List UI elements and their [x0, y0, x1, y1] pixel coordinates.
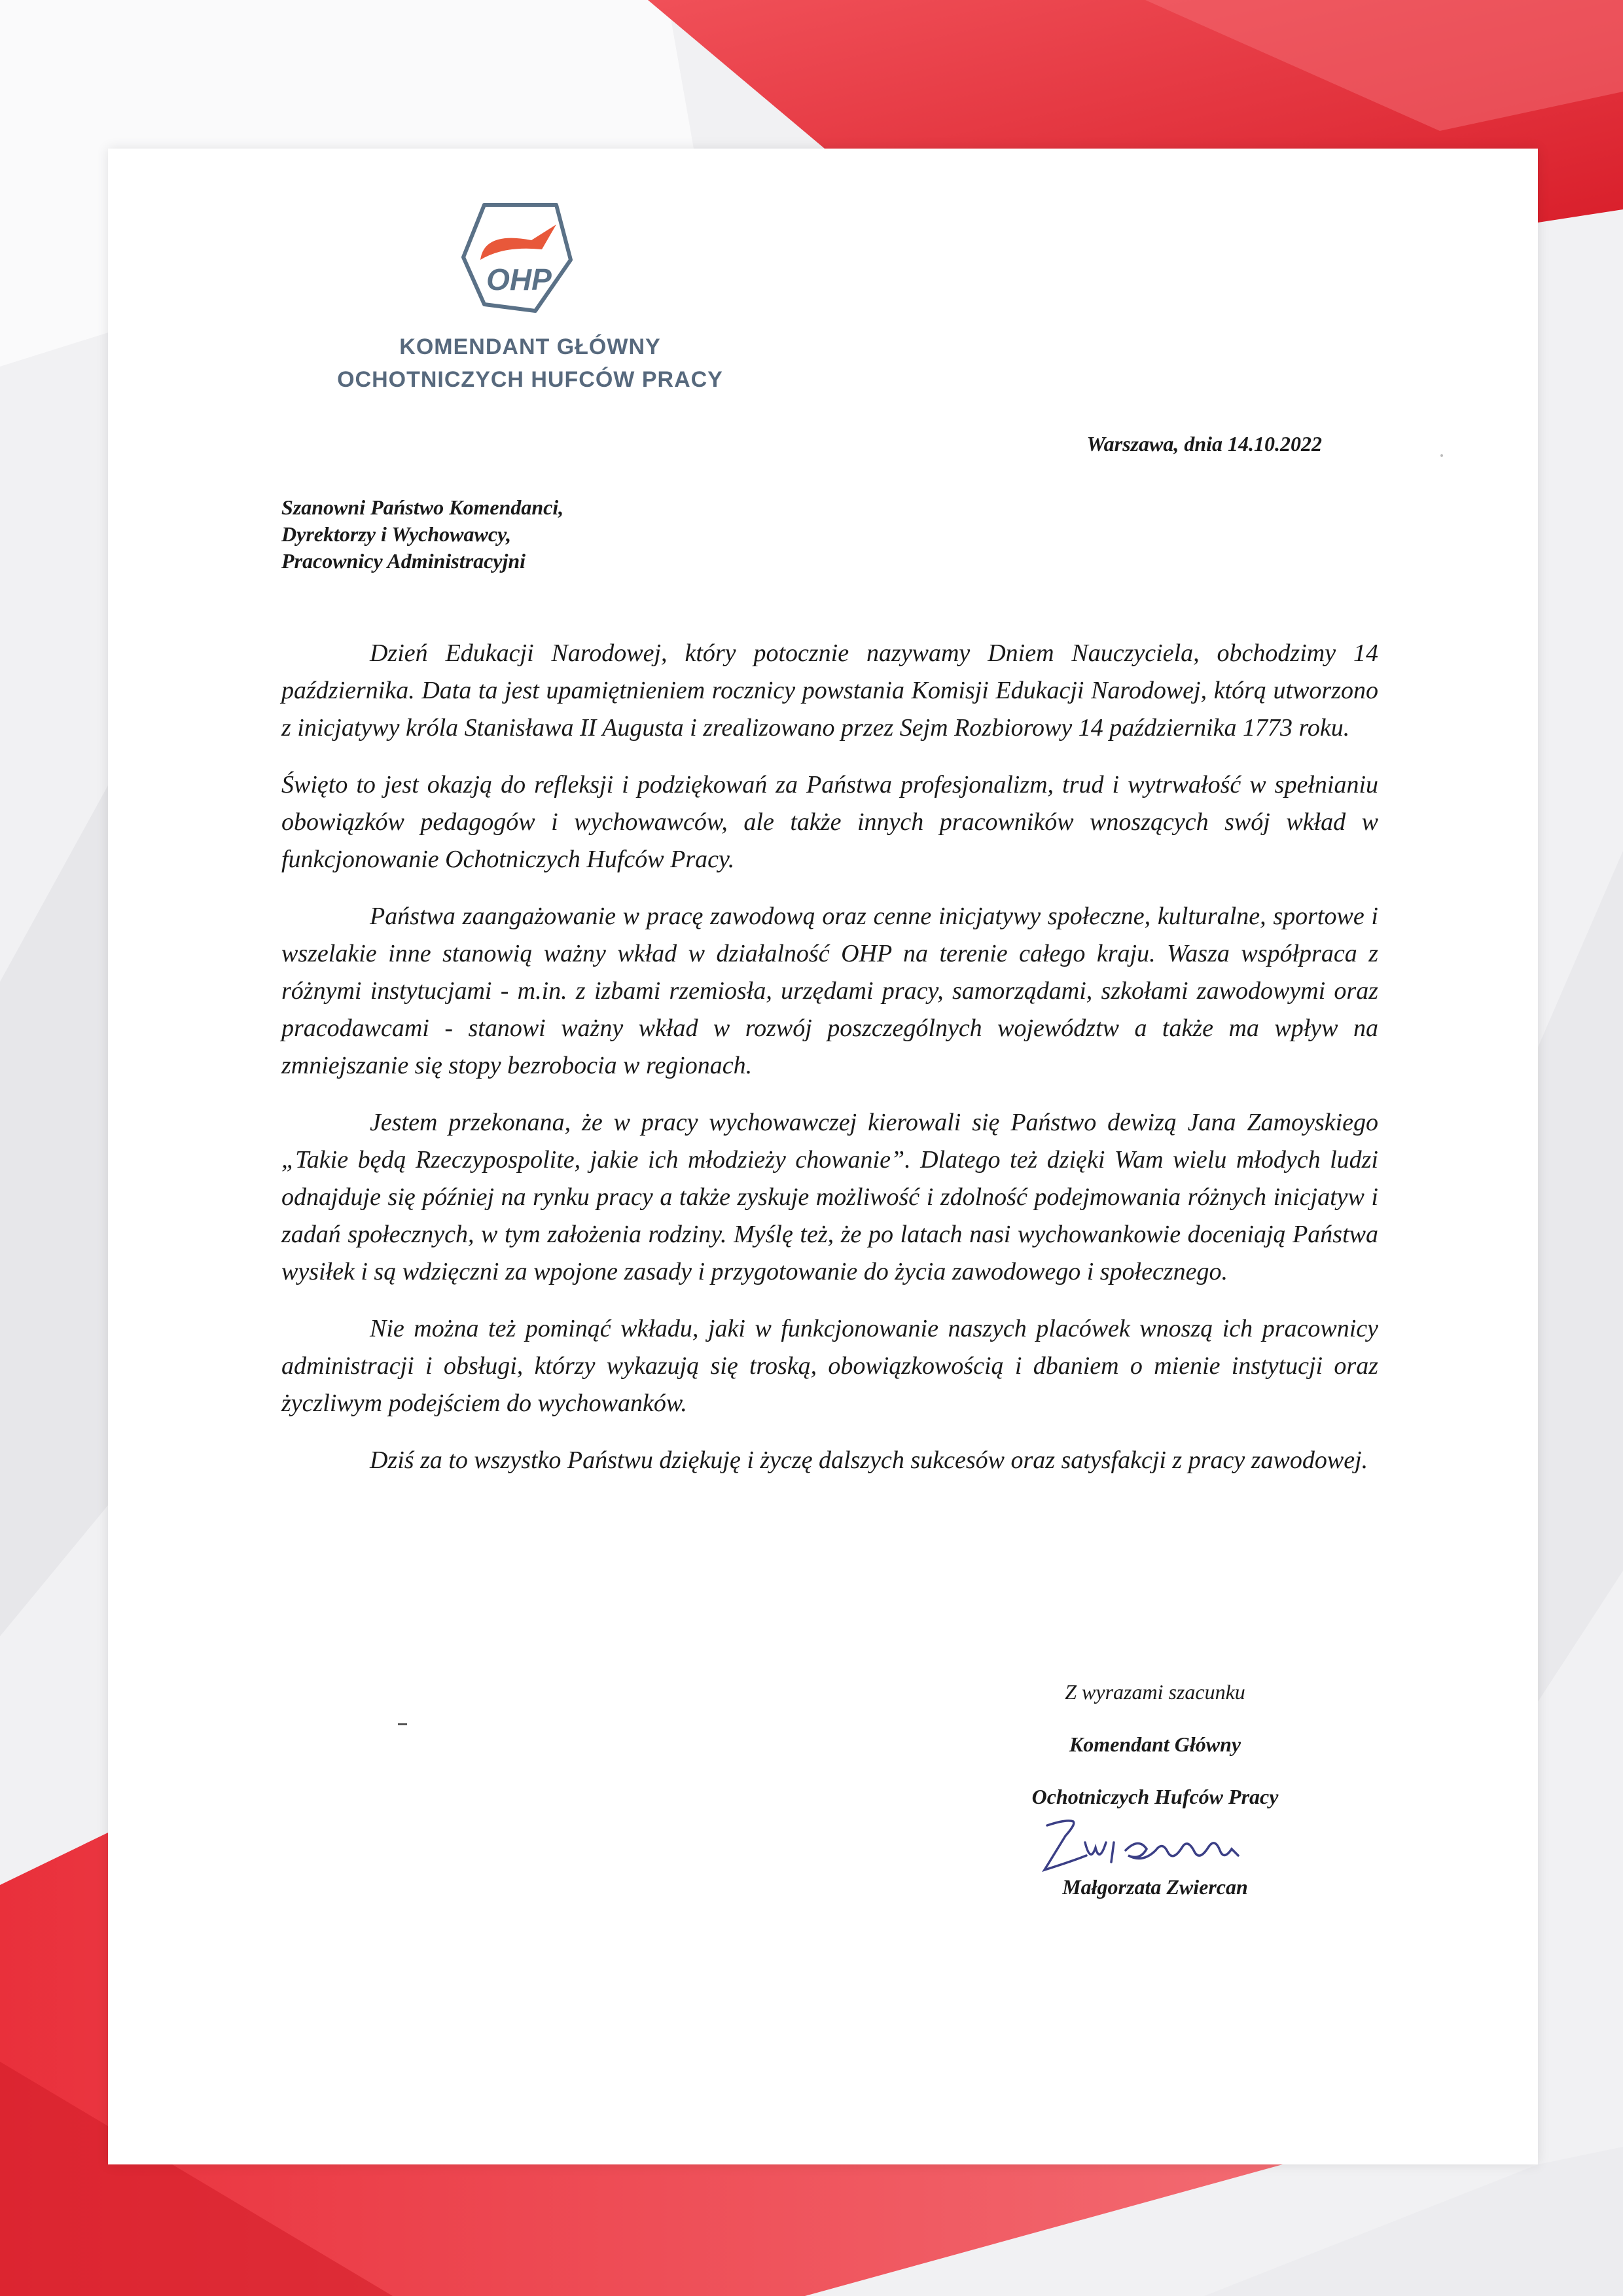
salutation-line2: Dyrektorzy i Wychowawcy, [281, 522, 512, 546]
closing-title-1: Komendant Główny [1069, 1732, 1241, 1756]
salutation-line3: Pracownicy Administracyjni [281, 549, 526, 573]
organization-title [301, 331, 759, 396]
paragraph-5: Nie można też pominąć wkładu, jaki w funkcjonowanie naszych placówek wnoszą ich pracownicy administracji i obsługi, którzy wykazują się troską, obowiązkowością i dbaniem o mienie instytucji oraz życzliwym podejściem do wychowanków. [281, 1315, 1378, 1417]
letter-body [281, 635, 1378, 1499]
closing-block [952, 1666, 1358, 1823]
paragraph-6: Dziś za to wszystko Państwu dziękuję i życzę dalszych sukcesów oraz satysfakcji z pracy zawodowej. [370, 1446, 1368, 1474]
logo-text: OHP [486, 262, 552, 296]
paragraph-3: Państwa zaangażowanie w pracę zawodową oraz cenne inicjatywy społeczne, kulturalne, sportowe i wszelakie inne stanowią ważny wkład w działalność OHP na terenie całego kraju. Wasza współpraca z różnymi instytucjami - m.in. z izbami rzemiosła, urzędami pracy, samorządami, szkołami zawodowymi oraz pracodawcami - stanowi ważny wkład w rozwój poszczególnych województw a także ma wpływ na zmniejszanie się stopy bezrobocia w regionach. [281, 903, 1378, 1079]
org-title-line1: KOMENDANT GŁÓWNY [399, 334, 661, 359]
handwritten-signature-icon [1027, 1810, 1263, 1882]
paragraph-1: Dzień Edukacji Narodowej, który potocznie nazywamy Dniem Nauczyciela, obchodzimy 14 października. Data ta jest upamiętnieniem rocznicy powstania Komisji Edukacji Narodowej, którą utworzono z inicjatywy króla Stanisława II Augusta i zrealizowano przez Sejm Rozbiorowy 14 października 1773 roku. [281, 639, 1378, 742]
paragraph-2: Święto to jest okazją do refleksji i podziękowań za Państwa profesjonalizm, trud i wytrwałość w spełnianiu obowiązków pedagogów i wychowawców, ale także innych pracowników wnoszących swój wkład w funkcjonowanie Ochotniczych Hufców Pracy. [281, 771, 1378, 873]
letter-date: Warszawa, dnia 14.10.2022 [1086, 432, 1322, 456]
ohp-logo-icon [458, 200, 576, 317]
closing-regards: Z wyrazami szacunku [1065, 1680, 1245, 1704]
closing-title-2: Ochotniczych Hufców Pracy [1031, 1785, 1279, 1808]
signer-name: Małgorzata Zwiercan [1062, 1875, 1248, 1899]
org-title-line2: OCHOTNICZYCH HUFCÓW PRACY [337, 367, 723, 392]
salutation [281, 494, 1067, 575]
salutation-line1: Szanowni Państwo Komendanci, [281, 495, 564, 519]
scan-mark [398, 1723, 407, 1725]
paragraph-4: Jestem przekonana, że w pracy wychowawczej kierowali się Państwo dewizą Jana Zamoyskiego „Takie będą Rzeczypospolite, jakie ich młodzieży chowanie”. Dlatego też dzięki Wam wielu młodych ludzi odnajduje się później na rynku pracy a także zyskuje możliwość i zdolność podejmowania różnych inicjatyw i zadań społecznych, w tym założenia rodziny. Myślę też, że po latach nasi wychowankowie doceniają Państwa wysiłek i są wdzięczni za wpojone zasady i przygotowanie do życia zawodowego i społecznego. [281, 1109, 1378, 1285]
scan-dot [1440, 454, 1443, 457]
